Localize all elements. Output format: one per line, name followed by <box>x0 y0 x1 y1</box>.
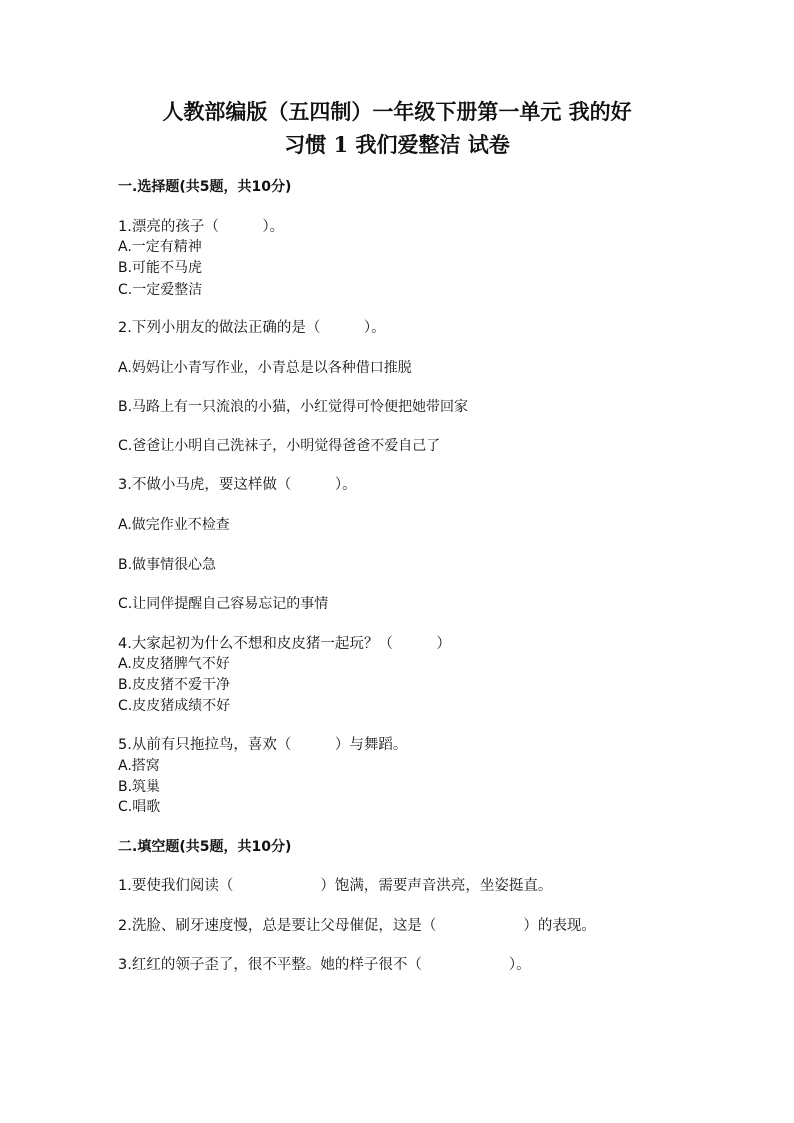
option-c: C.一定爱整洁 <box>118 282 203 298</box>
page-title-line-2: 习惯 1 我们爱整洁 试卷 <box>284 132 510 157</box>
option-a: A.皮皮猪脾气不好 <box>118 656 230 672</box>
fill-in-question: 2.洗脸、刷牙速度慢，总是要让父母催促，这是（ ）的表现。 <box>118 918 596 934</box>
option-a: A.一定有精神 <box>118 239 202 255</box>
question-stem: 2.下列小朋友的做法正确的是（ ）。 <box>118 320 386 336</box>
question-stem: 1.漂亮的孩子（ ）。 <box>118 219 285 235</box>
question-stem: 4.大家起初为什么不想和皮皮猪一起玩？（ ） <box>118 636 451 652</box>
question-stem: 3.不做小马虎，要这样做（ ）。 <box>118 477 357 493</box>
option-c: C.皮皮猪成绩不好 <box>118 698 231 714</box>
option-c: C.让同伴提醒自己容易忘记的事情 <box>118 596 329 612</box>
option-b: B.皮皮猪不爱干净 <box>118 677 231 693</box>
fill-in-question: 3.红红的领子歪了，很不平整。她的样子很不（ ）。 <box>118 957 531 973</box>
section-heading-fill-in-blank: 二.填空题(共5题，共10分) <box>118 839 292 855</box>
option-b: B.筑巢 <box>118 779 161 795</box>
fill-in-question: 1.要使我们阅读（ ）饱满，需要声音洪亮，坐姿挺直。 <box>118 878 553 894</box>
option-c: C.爸爸让小明自己洗袜子，小明觉得爸爸不爱自己了 <box>118 438 441 454</box>
section-heading-multiple-choice: 一.选择题(共5题，共10分) <box>118 179 292 195</box>
option-a: A.搭窝 <box>118 758 160 774</box>
option-a: A.妈妈让小青写作业，小青总是以各种借口推脱 <box>118 360 412 376</box>
option-b: B.马路上有一只流浪的小猫，小红觉得可怜便把她带回家 <box>118 399 469 415</box>
option-b: B.做事情很心急 <box>118 557 217 573</box>
question-stem: 5.从前有只拖拉鸟，喜欢（ ）与舞蹈。 <box>118 737 408 753</box>
page-title-line-1: 人教部编版（五四制）一年级下册第一单元 我的好 <box>162 99 632 124</box>
option-b: B.可能不马虎 <box>118 260 203 276</box>
option-c: C.唱歌 <box>118 799 161 815</box>
option-a: A.做完作业不检查 <box>118 517 230 533</box>
